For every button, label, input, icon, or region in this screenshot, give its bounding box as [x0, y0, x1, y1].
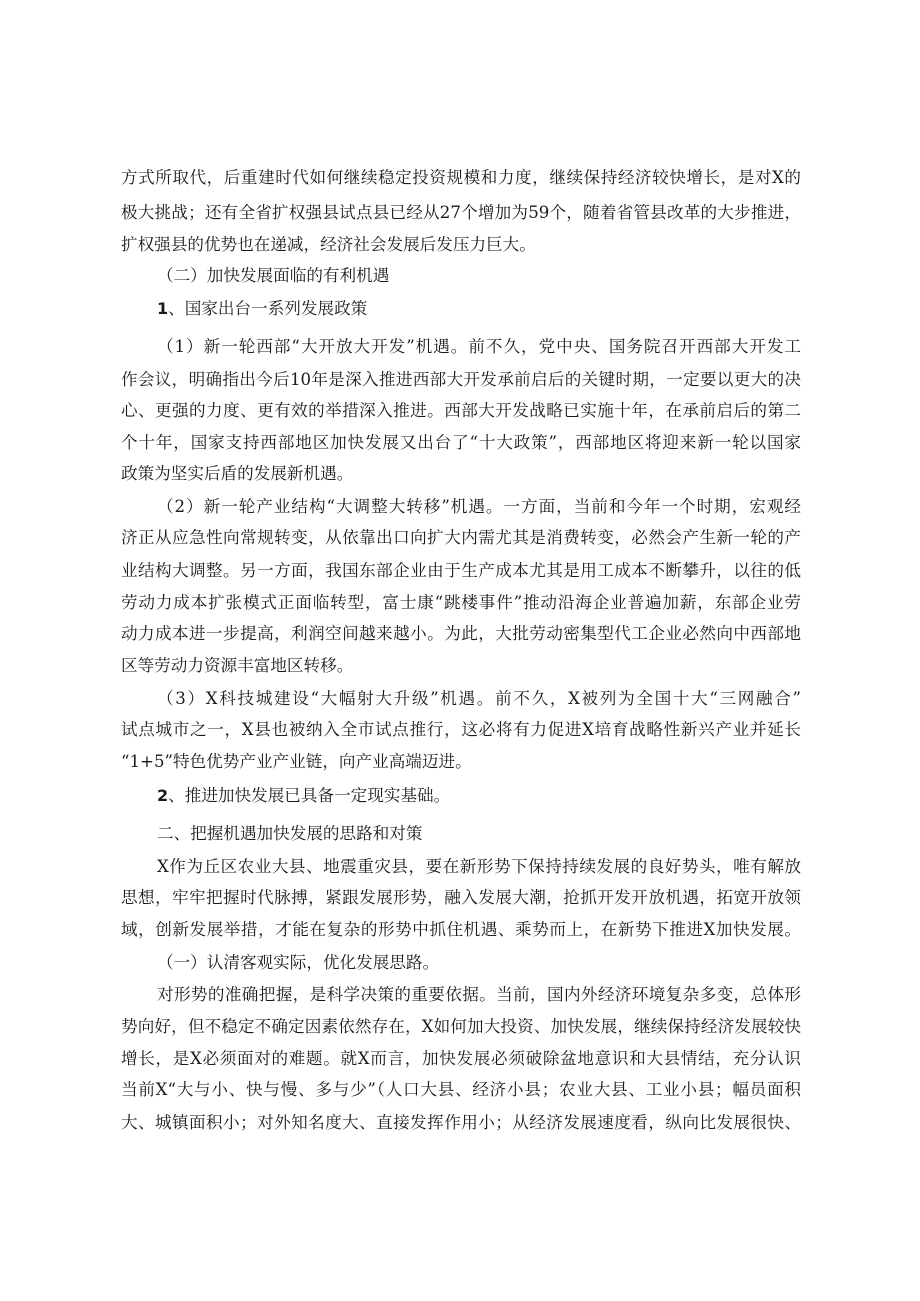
body-line: 政策为坚实后盾的发展新机遇。	[121, 464, 354, 483]
body-line: 心、更强的力度、更有效的举措深入推进。西部大开发战略已实施十年，在承前启后的第二	[121, 401, 801, 420]
body-line: 业结构大调整。另一方面，我国东部企业由于生产成本尤其是用工成本不断攀升，以往的低	[121, 561, 801, 580]
body-line: 域，创新发展举措，才能在复杂的形势中抓住机遇、乘势而上，在新势下推进X加快发展。	[121, 920, 801, 939]
body-line: 方式所取代，后重建时代如何继续稳定投资规模和力度，继续保持经济较快增长，是对X的	[121, 168, 801, 187]
heading-text: 、推进加快发展已具备一定现实基础。	[168, 786, 451, 805]
heading-number: 1	[157, 299, 169, 318]
heading-number: 2	[157, 786, 169, 805]
body-line: 思想，牢牢把握时代脉搏，紧跟发展形势，融入发展大潮，抢抓开发开放机遇，拓宽开放领	[121, 888, 801, 907]
body-line: 济正从应急性向常规转变，从依靠出口向扩大内需尤其是消费转变，必然会产生新一轮的产	[121, 528, 801, 547]
body-line: 个十年，国家支持西部地区加快发展又出台了“十大政策”，西部地区将迎来新一轮以国家	[121, 433, 801, 452]
subsection-heading	[157, 780, 837, 812]
body-line: “1+5”特色优势产业产业链，向产业高端迈进。	[121, 752, 472, 771]
body-line: 动力成本进一步提高，利润空间越来越小。为此，大批劳动密集型代工企业必然向中西部地	[121, 624, 801, 643]
body-line: X作为丘区农业大县、地震重灾县，要在新形势下保持持续发展的良好势头，唯有解放	[157, 857, 801, 876]
body-line: 大、城镇面积小；对外知名度大、直接发挥作用小；从经济发展速度看，纵向比发展很快、	[121, 1113, 801, 1132]
body-line: 增长，是X必须面对的难题。就X而言，加快发展必须破除盆地意识和大县情结，充分认识	[121, 1049, 801, 1068]
section-heading: （一）认清客观实际，优化发展思路。	[157, 953, 440, 972]
section-heading: （二）加快发展面临的有利机遇	[157, 266, 390, 285]
body-line: 作会议，明确指出今后10年是深入推进西部大开发承前启后的关键时期，一定要以更大的决	[121, 370, 801, 389]
body-line: （2）新一轮产业结构“大调整大转移”机遇。一方面，当前和今年一个时期，宏观经	[157, 497, 801, 516]
body-line: 劳动力成本扩张模式正面临转型，富士康“跳楼事件”推动沿海企业普遍加薪，东部企业劳	[121, 593, 801, 612]
subsection-heading	[157, 293, 837, 325]
body-line: 当前X“大与小、快与慢、多与少”（人口大县、经济小县；农业大县、工业小县；幅员面积	[121, 1080, 801, 1099]
body-line: 势向好，但不稳定不确定因素依然存在，X如何加大投资、加快发展，继续保持经济发展较快	[121, 1017, 801, 1036]
body-line: 试点城市之一，X县也被纳入全市试点推行，这必将有力促进X培育战略性新兴产业并延长	[121, 720, 801, 739]
body-line: 区等劳动力资源丰富地区转移。	[121, 656, 354, 675]
body-line: 扩权强县的优势也在递减，经济社会发展后发压力巨大。	[121, 235, 536, 254]
heading-text: 、国家出台一系列发展政策	[168, 299, 368, 318]
section-heading: 二、把握机遇加快发展的思路和对策	[157, 824, 423, 843]
body-line: 极大挑战；还有全省扩权强县试点县已经从27个增加为59个，随着省管县改革的大步推进，	[121, 203, 801, 222]
body-line: （3）X科技城建设“大幅射大升级”机遇。前不久，X被列为全国十大“三网融合”	[157, 689, 801, 708]
body-line: （1）新一轮西部“大开放大开发”机遇。前不久，党中央、国务院召开西部大开发工	[157, 337, 801, 356]
body-line: 对形势的准确把握，是科学决策的重要依据。当前，国内外经济环境复杂多变，总体形	[157, 985, 801, 1004]
